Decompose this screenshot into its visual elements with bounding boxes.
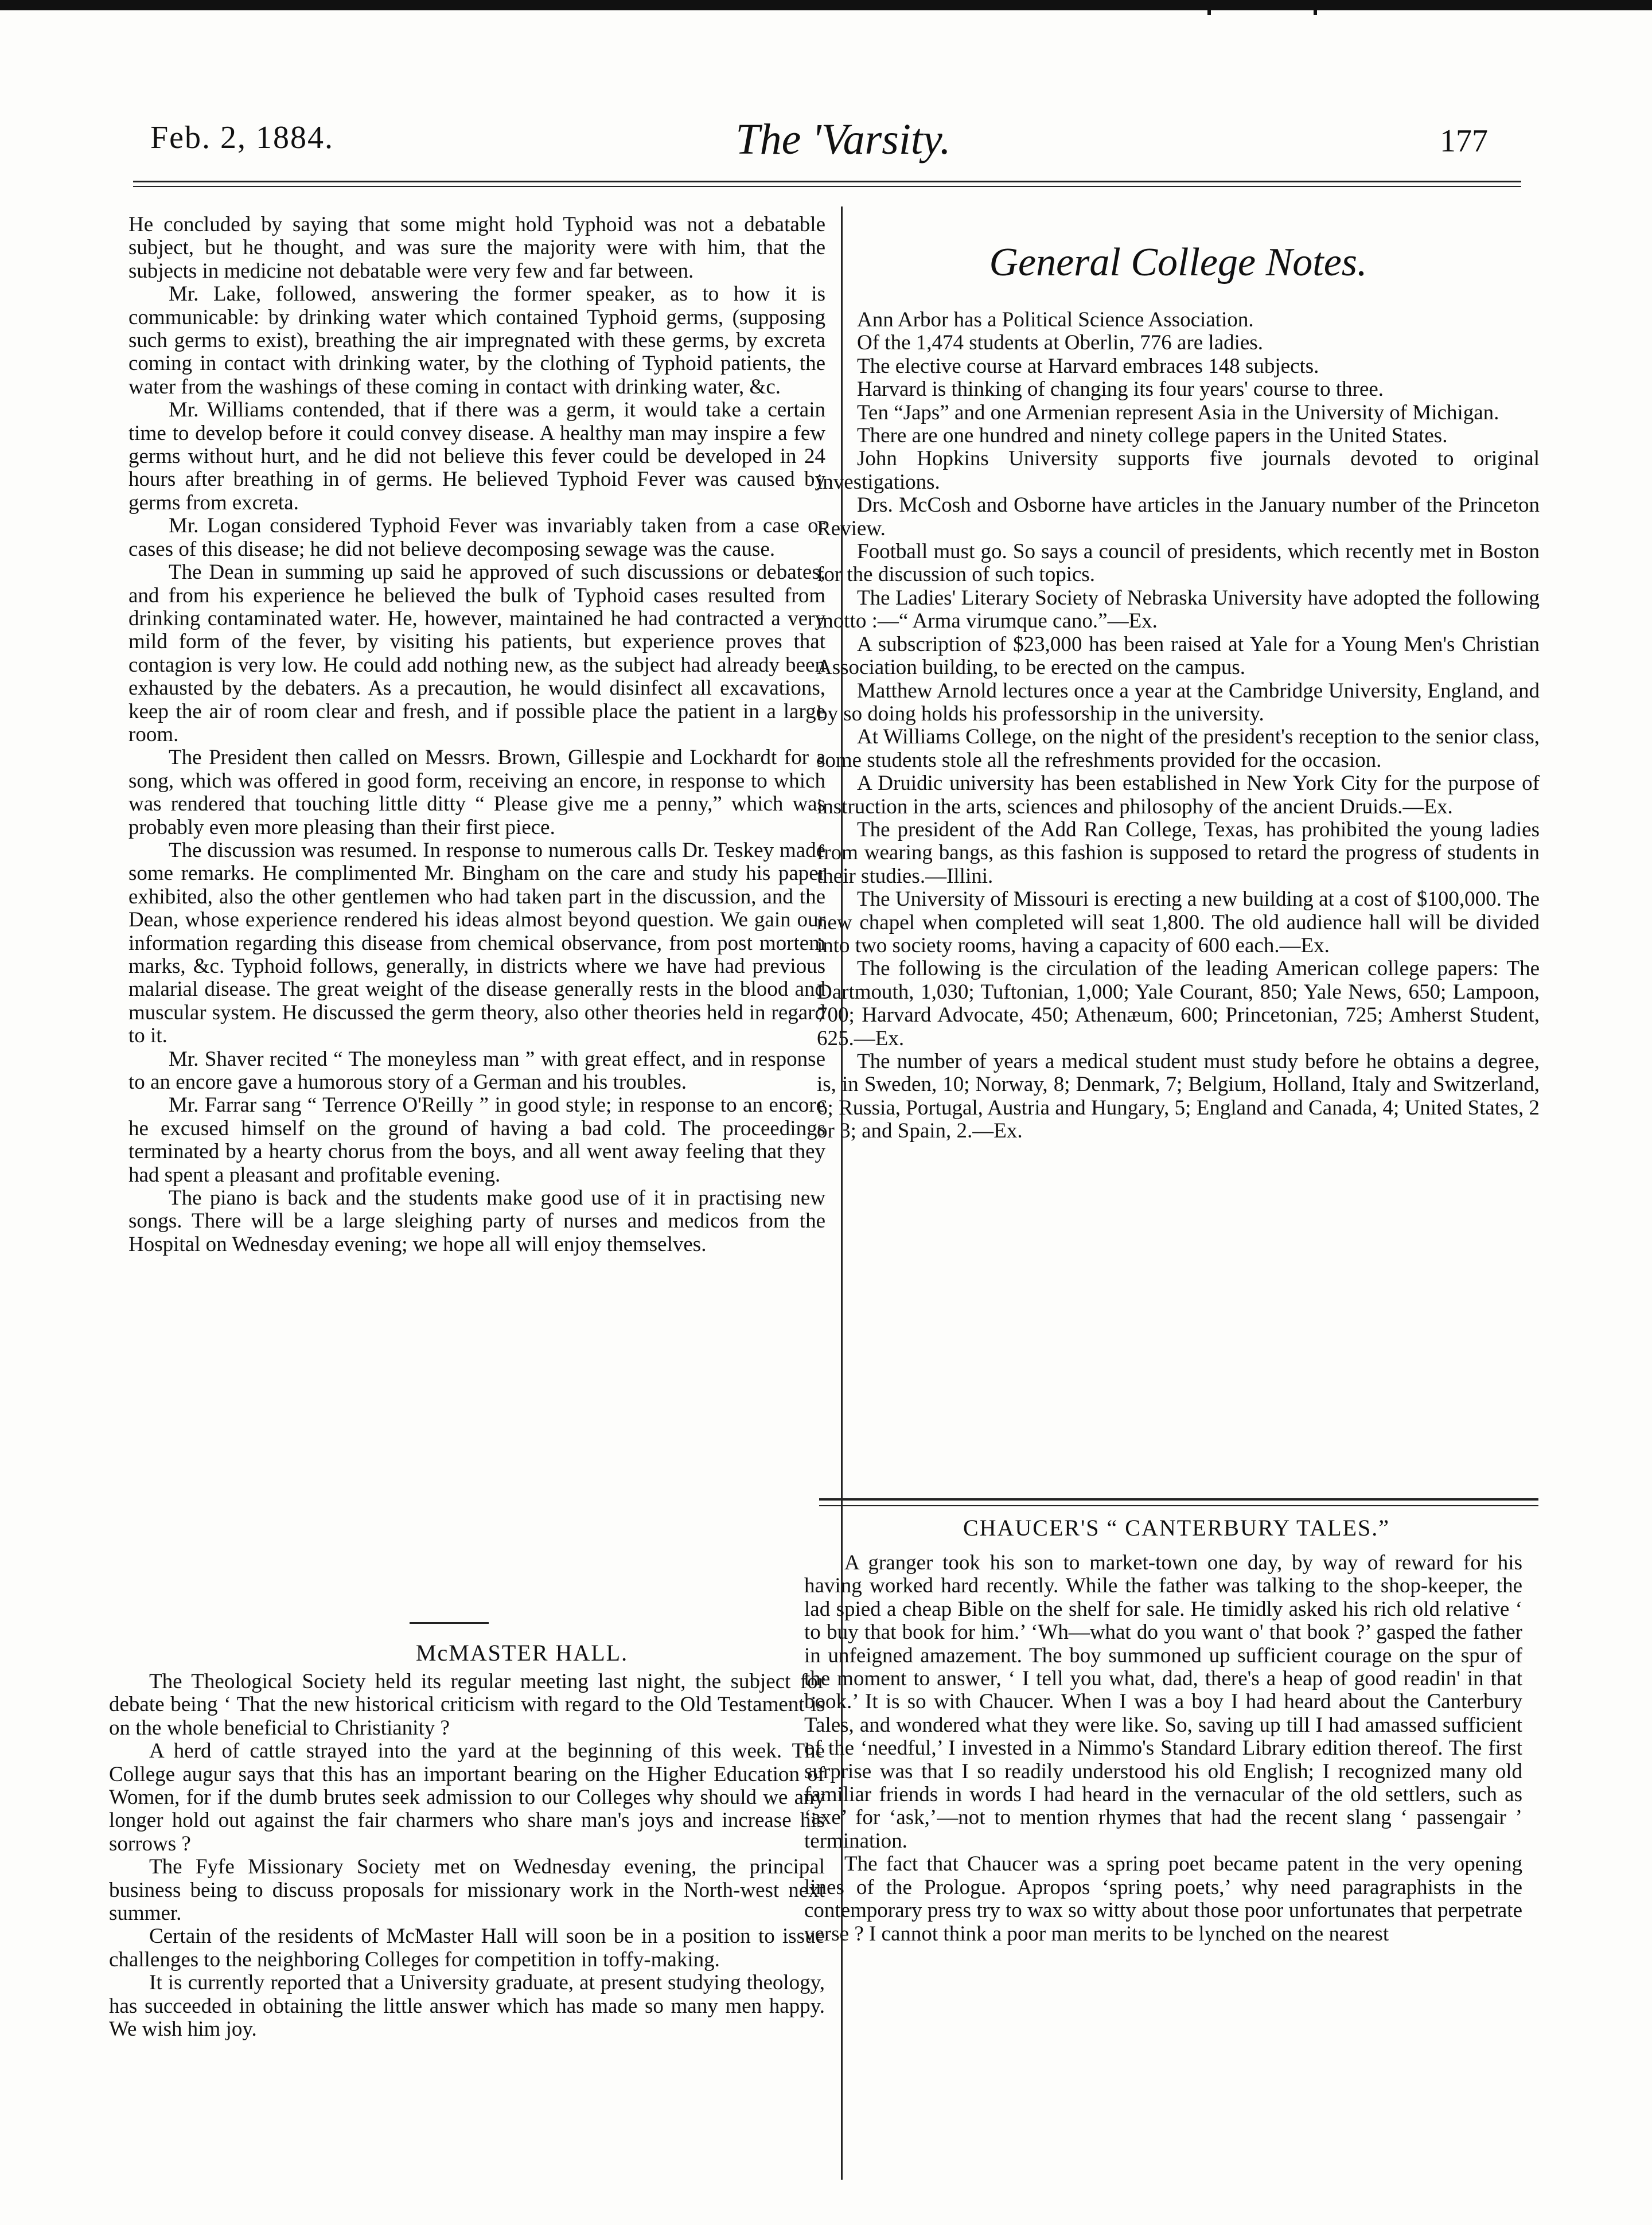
left-column [128,213,825,1256]
note-item: The president of the Add Ran College, Texas, has prohibited the young ladies from wearing bangs, as this fashion is supposed to retard the progress of students in their studies.—Illini. [817,817,1540,888]
paragraph: He concluded by saying that some might hold Typhoid was not a debatable subject, but he thought, and was sure the majority were with him, that the subjects in medicine not debatable were very few and far between. [128,213,825,283]
note-item: Matthew Arnold lectures once a year at the Cambridge University, England, and by so doing holds his professorship in the university. [817,679,1540,726]
paragraph: Mr. Logan considered Typhoid Fever was invariably taken from a case or cases of this disease; he did not believe decomposing sewage was the cause. [128,514,825,561]
note-item: Ten “Japs” and one Armenian represent Asia in the University of Michigan. [857,400,1499,424]
note-item: A subscription of $23,000 has been raised at Yale for a Young Men's Christian Association building, to be erected on the campus. [817,632,1540,680]
note-item: Football must go. So says a council of presidents, which recently met in Boston for the discussion of such topics. [817,540,1540,587]
paragraph: The discussion was resumed. In response to numerous calls Dr. Teskey made some remarks. He complimented Mr. Bingham on the care and study his paper exhibited, also the other gentlemen who had taken part in the discussion, and the Dean, whose experience rendered his ideas almost beyond question. We gain our information regarding this disease from chemical observance, from post mortem marks, &c. Typhoid follows, generally, in districts where we have had previous malarial disease. The great weight of the disease generally rests in the blood and muscular system. He discussed the germ theory, also other theories held in regard to it. [128,838,825,1048]
page-number: 177 [1440,123,1488,159]
paragraph: The Theological Society held its regular meeting last night, the subject for debate being ‘ That the new historical criticism with regard to the Old Testament is on the whole beneficial to Christianity ? [109,1670,825,1740]
general-notes-section [817,309,1540,1143]
note-item: John Hopkins University supports five journals devoted to original investigations. [817,447,1540,494]
section-heading-general-notes: General College Notes. [989,240,1367,285]
paragraph: The President then called on Messrs. Brown, Gillespie and Lockhardt for a song, which was offered in good form, receiving an encore, in response to which was rendered that touching little ditty “ Please give me a penny,” which was probably even more pleasing than their first piece. [128,746,825,839]
note-item: Harvard is thinking of changing its four years' course to three. [857,377,1384,402]
section-heading-mcmaster: McMASTER HALL. [415,1640,629,1666]
note-item: The following is the circulation of the leading American college papers: The Dartmouth, 1,030; Tuftonian, 1,000; Yale Courant, 850; Yale News, 650; Lampoon, 700; Harvard Advocate, 450; Athenæum, 600; Princetonian, 725; Amherst Student, 625.—Ex. [817,957,1540,1050]
paragraph: Mr. Farrar sang “ Terrence O'Reilly ” in good style; in response to an encore he excused himself on the ground of having a bad cold. The proceedings terminated by a hearty chorus from the boys, and all went away feeling that they had spent a pleasant and profitable evening. [128,1093,825,1187]
note-item: The University of Missouri is erecting a new building at a cost of $100,000. The new chapel when completed will seat 1,800. The old audience hall will be divided into two society rooms, having a capacity of 600 each.—Ex. [817,887,1540,957]
paragraph: Mr. Lake, followed, answering the former speaker, as to how it is communicable: by drinking water which contained Typhoid germs, (supposing such germs to exist), breathing the air impregnated with these germs, by excreta coming in contact with drinking water, by the clothing of Typhoid patients, the water from the washings of these coming in contact with drinking water, &c. [128,282,825,399]
note-item: At Williams College, on the night of the president's reception to the senior class, some students stole all the refreshments provided for the occasion. [817,725,1540,772]
note-item: The number of years a medical student must study before he obtains a degree, is, in Sweden, 10; Norway, 8; Denmark, 7; Belgium, Holland, Italy and Switzerland, 6; Russia, Portugal, Austria and Hungary, 5; England and Canada, 4; United States, 2 or 3; and Spain, 2.—Ex. [817,1050,1540,1143]
paragraph: The piano is back and the students make good use of it in practising new songs. There will be a large sleighing party of nurses and medicos from the Hospital on Wednesday evening; we hope all will enjoy themselves. [128,1186,825,1256]
note-item: The elective course at Harvard embraces 148 subjects. [857,354,1319,378]
paragraph: A granger took his son to market-town one day, by way of reward for his having worked hard recently. While the father was talking to the shop-keeper, the lad spied a cheap Bible on the shelf for sale. He timidly asked his rich old relative ‘ to buy that book for him.’ ‘Wh—what do you want o' that book ?’ gasped the father in unfeigned amazement. The boy summoned up sufficient courage on the spur of the moment to answer, ‘ I tell you what, dad, there's a heap of good readin' in that book.’ It is so with Chaucer. When I was a boy I had heard about the Canterbury Tales, and wondered what they were like. So, saving up till I had amassed sufficient of the ‘needful,’ I invested in a Nimmo's Standard Library edition thereof. The first surprise was that I so readily understood his old English; I recognized many old familiar friends in words I had heard in the vernacular of the old settlers, such as ‘axe’ for ‘ask,’—not to mention rhymes that had the recent slang ‘ passengair ’ termination. [804,1551,1522,1853]
note-item: There are one hundred and ninety college papers in the United States. [857,424,1448,448]
chaucer-section [804,1552,1522,1946]
note-item: Of the 1,474 students at Oberlin, 776 are ladies. [857,331,1263,355]
masthead-title: The 'Varsity. [735,115,951,163]
section-heading-chaucer: CHAUCER'S “ CANTERBURY TALES.” [963,1515,1390,1541]
paragraph: The Dean in summing up said he approved of such discussions or debates, and from his experience he believed the bulk of Typhoid cases resulted from drinking contaminated water. He, however, maintained he had contracted a very mild form of the fever, by visiting his patients, but experience proves that contagion is very low. He could add nothing new, as the subject had already been exhausted by the debaters. As a precaution, he would disinfect all excavations, keep the air of room clear and fresh, and if possible place the patient in a large room. [128,560,825,746]
paragraph: Certain of the residents of McMaster Hall will soon be in a position to issue challenges to the neighboring Colleges for competition in toffy-making. [109,1924,825,1971]
section-divider [410,1622,489,1624]
paragraph: Mr. Shaver recited “ The moneyless man ” with great effect, and in response to an encore gave a humorous story of a German and his troubles. [128,1047,825,1094]
note-item: The Ladies' Literary Society of Nebraska University have adopted the following motto :—“ Arma virumque cano.”—Ex. [817,586,1540,633]
note-item: Ann Arbor has a Political Science Association. [857,308,1254,332]
mcmaster-section [109,1670,825,2041]
issue-date: Feb. 2, 1884. [150,120,334,155]
paragraph: The fact that Chaucer was a spring poet became patent in the very opening lines of the Prologue. Apropos ‘spring poets,’ why need paragraphists in the contemporary press try to wax so witty about those poor unfortunates that perpetrate verse ? I cannot think a poor man merits to be lynched on the nearest [804,1852,1522,1946]
note-item: A Druidic university has been established in New York City for the purpose of instruction in the arts, sciences and philosophy of the ancient Druids.—Ex. [817,771,1540,819]
page-header [0,0,1652,189]
paragraph: It is currently reported that a University graduate, at present studying theology, has succeeded in obtaining the little answer which has made so many men happy. We wish him joy. [109,1971,825,2041]
header-rule [133,181,1521,187]
note-item: Drs. McCosh and Osborne have articles in the January number of the Princeton Review. [817,493,1540,540]
paragraph: The Fyfe Missionary Society met on Wednesday evening, the principal business being to discuss proposals for missionary work in the North-west next summer. [109,1855,825,1926]
section-divider [819,1498,1538,1506]
paragraph: Mr. Williams contended, that if there was a germ, it would take a certain time to develop before it could convey disease. A healthy man may inspire a few germs without hurt, and he did not believe this fever could be developed in 24 hours after breathing in of germs. He believed Typhoid Fever was caused by germs from excreta. [128,398,825,515]
paragraph: A herd of cattle strayed into the yard at the beginning of this week. The College augur says that this has an important bearing on the Higher Education of Women, for if the dumb brutes seek admission to our Colleges why should we any longer hold out against the fair charmers who share man's joys and increase his sorrows ? [109,1739,825,1856]
